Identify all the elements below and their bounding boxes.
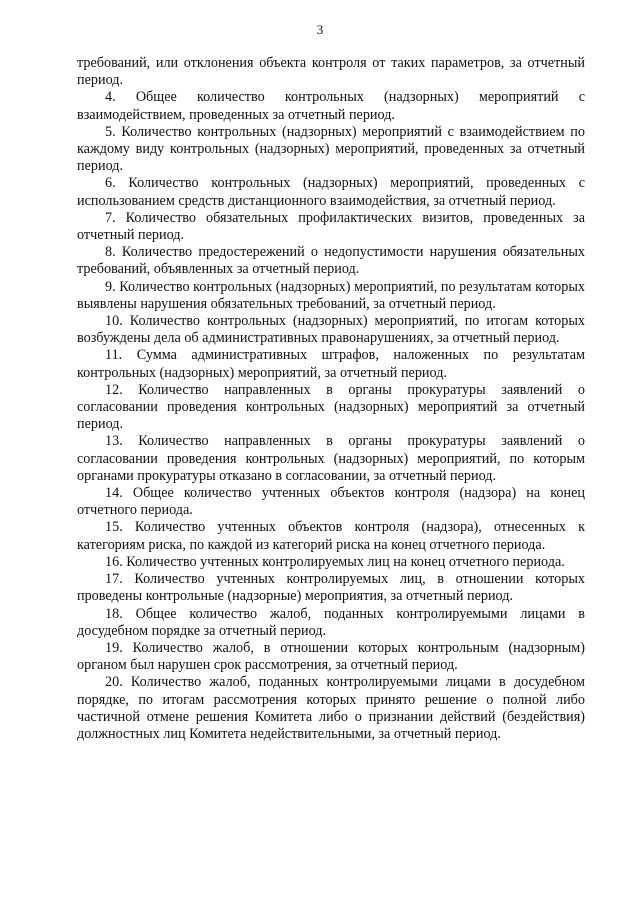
list-item: 15. Количество учтенных объектов контроля (надзора), отнесенных к категориям риска, по каждой из категорий риска на конец отчетного периода. — [77, 519, 585, 553]
list-item: 6. Количество контрольных (надзорных) мероприятий, проведенных с использованием средств дистанционного взаимодействия, за отчетный период. — [77, 175, 585, 209]
page-number: 3 — [316, 22, 324, 37]
list-item: 16. Количество учтенных контролируемых лиц на конец отчетного периода. — [105, 553, 565, 570]
list-item: 14. Общее количество учтенных объектов контроля (надзора) на конец отчетного периода. — [77, 485, 585, 519]
list-item: 17. Количество учтенных контролируемых лиц, в отношении которых проведены контрольные (надзорные) мероприятия, за отчетный период. — [77, 571, 585, 605]
list-item: 10. Количество контрольных (надзорных) мероприятий, по итогам которых возбуждены дела об административных правонарушениях, за отчетный период. — [77, 313, 585, 347]
list-item: 13. Количество направленных в органы прокуратуры заявлений о согласовании проведения контрольных (надзорных) мероприятий, по которым органами прокуратуры отказано в согласовании, за отчетный период. — [77, 433, 585, 484]
list-item: 19. Количество жалоб, в отношении которых контрольным (надзорным) органом был нарушен срок рассмотрения, за отчетный период. — [77, 639, 585, 674]
document-body — [77, 55, 585, 743]
continuation-paragraph: требований, или отклонения объекта контроля от таких параметров, за отчетный период. — [77, 55, 585, 89]
list-item: 8. Количество предостережений о недопустимости нарушения обязательных требований, объявленных за отчетный период. — [77, 244, 585, 278]
list-item: 20. Количество жалоб, поданных контролируемыми лицами в досудебном порядке, по итогам рассмотрения которых принято решение о полной либо частичной отмене решения Комитета либо о признании действий (бездействия) должностных лиц Комитета недействительными, за отчетный период. — [77, 674, 585, 742]
list-item: 18. Общее количество жалоб, поданных контролируемыми лицами в досудебном порядке за отчетный период. — [77, 605, 585, 639]
list-item: 7. Количество обязательных профилактических визитов, проведенных за отчетный период. — [77, 209, 585, 244]
list-item: 9. Количество контрольных (надзорных) мероприятий, по результатам которых выявлены нарушения обязательных требований, за отчетный период. — [77, 278, 585, 312]
list-item: 4. Общее количество контрольных (надзорных) мероприятий с взаимодействием, проведенных за отчетный период. — [77, 89, 585, 123]
list-item: 5. Количество контрольных (надзорных) мероприятий с взаимодействием по каждому виду контрольных (надзорных) мероприятий, проведенных за отчетный период. — [77, 123, 585, 175]
list-item: 12. Количество направленных в органы прокуратуры заявлений о согласовании проведения контрольных (надзорных) мероприятий за отчетный период. — [77, 381, 585, 433]
list-item: 11. Сумма административных штрафов, наложенных по результатам контрольных (надзорных) мероприятий, за отчетный период. — [77, 347, 585, 381]
